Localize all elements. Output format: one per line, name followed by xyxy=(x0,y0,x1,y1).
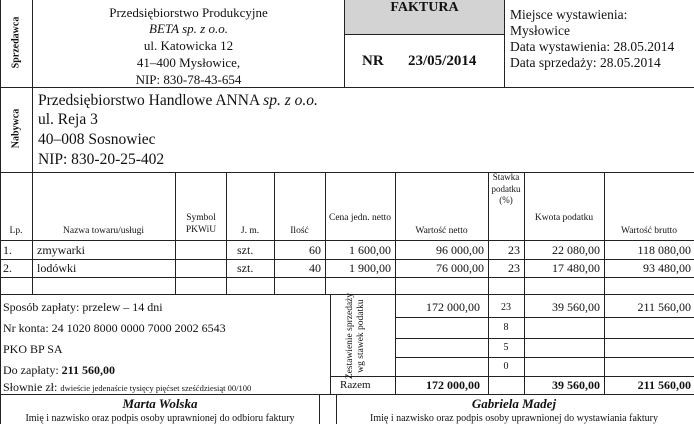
summary-tax-0: 39 560,00 xyxy=(552,300,600,314)
payment-words-value: dwieście jedenaście tysięcy pięćset sześćdziesiąt 00/100 xyxy=(60,383,252,393)
row-unit: szt. xyxy=(237,243,254,257)
sale-date: Data sprzedaży: 28.05.2014 xyxy=(510,55,661,70)
row-lp: 1. xyxy=(3,243,12,257)
header-qty: Ilość xyxy=(290,226,309,236)
payment-words-label: Słownie zł: xyxy=(3,380,61,394)
row-name: zmywarki xyxy=(37,243,85,257)
header-tax: Kwota podatku xyxy=(534,213,594,223)
row-rate: 23 xyxy=(508,243,520,257)
seller-nip: NIP: 830-78-43-654 xyxy=(135,72,242,87)
row-gross: 118 080,00 xyxy=(637,243,691,257)
seller-city: 41–400 Mysłowice, xyxy=(136,55,241,70)
summary-rate-3: 0 xyxy=(503,361,509,372)
receiver-caption: Imię i nazwisko oraz podpis osoby uprawnionej do odbioru faktury xyxy=(25,413,295,424)
summary-rate-1: 8 xyxy=(503,322,509,333)
invoice-nr-label: NR xyxy=(362,53,384,69)
row-tax: 17 480,00 xyxy=(552,261,600,275)
row-qty: 40 xyxy=(309,261,321,275)
row-tax: 22 080,00 xyxy=(552,243,600,257)
payment-bank: PKO BP SA xyxy=(3,342,63,356)
payment-due-amount: 211 560,00 xyxy=(61,363,115,377)
issuer-name: Gabriela Madej xyxy=(471,396,557,411)
issue-place-label: Miejsce wystawienia: xyxy=(510,7,628,22)
invoice-title: FAKTURA xyxy=(390,0,459,15)
payment-account: Nr konta: 24 1020 8000 0000 7000 2002 6543 xyxy=(3,321,226,335)
buyer-city: 40–008 Sosnowiec xyxy=(38,131,156,148)
header-pkwiu: Symbol PKWiU xyxy=(185,213,217,235)
issue-place: Mysłowice xyxy=(510,23,570,38)
seller-street: ul. Katowicka 12 xyxy=(143,38,234,53)
header-unit: J. m. xyxy=(240,226,260,236)
summary-total-tax: 39 560,00 xyxy=(552,378,600,392)
buyer-name-plain: Przedsiębiorstwo Handlowe ANNA xyxy=(38,92,264,109)
payment-method: Sposób zapłaty: przelew – 14 dni xyxy=(3,300,163,314)
seller-side-label: Sprzedawca xyxy=(10,16,22,69)
summary-side-label: Zestawienie sprzedaży wg stawek podatku xyxy=(345,292,366,380)
buyer-side-label: Nabywca xyxy=(10,108,22,149)
summary-net-0: 172 000,00 xyxy=(426,300,480,314)
header-price: Cena jedn. netto xyxy=(329,213,391,223)
buyer-nip: NIP: 830-20-25-402 xyxy=(38,151,165,168)
row-price: 1 600,00 xyxy=(349,243,391,257)
row-price: 1 900,00 xyxy=(349,261,391,275)
row-lp: 2. xyxy=(3,261,12,275)
summary-rate-0: 23 xyxy=(501,302,511,313)
header-name: Nazwa towaru/usługi xyxy=(63,226,144,236)
summary-total-net: 172 000,00 xyxy=(426,378,480,392)
seller-company: BETA sp. z o.o. xyxy=(149,21,228,36)
invoice-number: 23/05/2014 xyxy=(408,53,477,69)
row-rate: 23 xyxy=(508,261,520,275)
payment-words xyxy=(3,380,251,395)
row-qty: 60 xyxy=(309,243,321,257)
issuer-caption: Imię i nazwisko oraz podpis osoby uprawnionej do wystawiania faktury xyxy=(370,413,658,424)
buyer-name-italic: sp. z o.o. xyxy=(263,92,318,109)
row-net: 96 000,00 xyxy=(436,243,484,257)
header-net: Wartość netto xyxy=(415,226,468,236)
header-lp: Lp. xyxy=(9,226,23,236)
receiver-name: Marta Wolska xyxy=(122,396,198,411)
row-net: 76 000,00 xyxy=(436,261,484,275)
seller-name-line: Przedsiębiorstwo Produkcyjne xyxy=(109,5,268,20)
row-unit: szt. xyxy=(237,261,254,275)
row-gross: 93 480,00 xyxy=(643,261,691,275)
buyer-street: ul. Reja 3 xyxy=(38,111,98,128)
issue-date: Data wystawienia: 28.05.2014 xyxy=(510,39,675,54)
header-gross: Wartość brutto xyxy=(621,226,677,236)
payment-due-label: Do zapłaty: xyxy=(3,363,62,377)
header-rate: Stawka podatku (%) xyxy=(491,172,521,205)
row-name: lodówki xyxy=(37,261,77,275)
summary-rate-2: 5 xyxy=(503,342,509,353)
payment-due xyxy=(3,363,115,378)
summary-total-gross: 211 560,00 xyxy=(637,378,691,392)
summary-gross-0: 211 560,00 xyxy=(637,300,691,314)
buyer-name xyxy=(38,92,318,110)
summary-total-label: Razem xyxy=(340,379,371,391)
